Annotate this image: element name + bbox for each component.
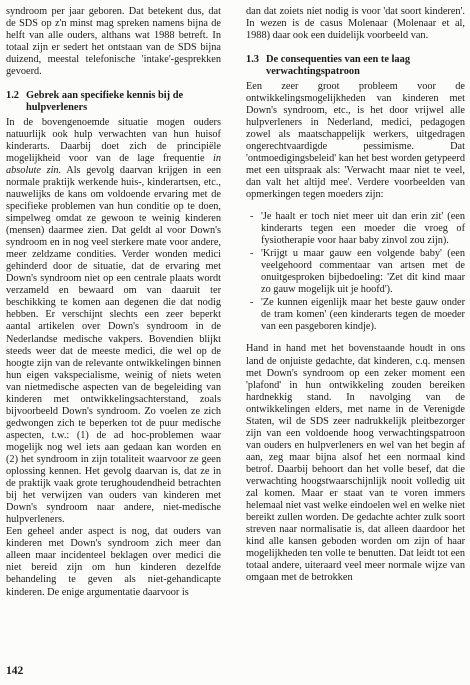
paragraph-text: In de bovengenoemde situatie mogen ouders natuurlijk ook hulp verwachten van hun huisof kinderarts. Daarbij doet zich de principiële mogelijkheid voor van de lage frequentie <box>6 116 221 164</box>
page-number: 142 <box>6 665 24 677</box>
section-number: 1.2 <box>6 90 19 102</box>
paragraph: Een geheel ander aspect is nog, dat ouders van kinderen met Down's syndroom zich meer dan alleen maar incidenteel beklagen over medici die niet bereid zijn om hun kinderen dezelfde behandeling te geven als niet-gehandicapte kinderen. De enige argumentatie daarvoor is <box>6 526 221 598</box>
section-heading-1-2 <box>6 90 221 114</box>
paragraph-text: Als gevolg daarvan krijgen in een normale praktijk werkende huis-, kinderartsen, etc., nauwelijks de kans om voldoende ervaring met de specifieke problemen van hun conditie op te doen, simpelweg omdat ze gewoon te weinig kinderen (mensen) daarmee zien. Dat geldt al voor Down's syndroom en in nog veel sterkere mate voor andere, meer zeldzame condities. Verder wonden medici gehinderd door de situatie, dat de ervaring met Down's syndroom niet op een centrale plaats wordt verzameld en bewaard om van daaruit ter beschikking te komen aan degenen die dat nodig hebben. Er verschijnt slechts een zeer beperkt aantal artikelen over Down's syndroom in de Nederlandse medische vakpers. Bovendien blijkt steeds weer dat de meeste medici, die wel op de hoogte zijn van de relevante ontwikkelingen binnen hun eigen vakspecialisme, weinig of niets weten van nietmedische aspecten van de begeleiding van kinderen met ontwikkelingsachterstand, zoals bijvoorbeeld Down's syndroom. Zo voelen ze zich gedwongen zich te beperken tot de puur medische aspecten, t.w.: (1) de ad hoc-problemen waar mogelijk nog wel iets aan gedaan kan worden en (2) het syndroom in zijn totaliteit waarvoor ze geen oplossing kennen. Het gevolg daarvan is, dat ze in de praktijk vaak grote terughoudendheid betrachten bij het verwijzen van ouders van kinderen met Down's syndroom naar andere, niet-medische hulpverleners. <box>6 164 221 526</box>
paragraph: syndroom per jaar geboren. Dat betekent dus, dat de SDS op z'n minst mag spreken namens bijna de helft van alle ouders, althans wat 1988 betreft. In totaal zijn er sedert het ontstaan van de SDS bijna duizend, meestal telefonische 'intake'-gesprekken gevoerd. <box>6 6 221 78</box>
paragraph <box>6 117 221 527</box>
list-item: - 'Krijgt u maar gauw een volgende baby' (een veelgehoord commentaar van artsen met de onuitgesproken bijbedoeling: 'Zet dit kind maar zo gauw mogelijk uit je hoofd'). <box>246 248 465 296</box>
list-item: - 'Je haalt er toch niet meer uit dan erin zit' (een kinderarts tegen een moeder die vroeg of fysiotherapie voor haar baby zinvol zou zijn). <box>246 211 465 247</box>
list-item: - 'Ze kunnen eigenlijk maar het beste gauw onder de tram komen' (een kinderarts tegen de moeder van een pasgeboren kindje). <box>246 297 465 333</box>
quote-list <box>246 211 465 333</box>
section-title: Gebrek aan specifieke kennis bij de hulpverleners <box>26 90 184 114</box>
emphasis-text: in absolute zin. <box>6 152 221 176</box>
section-title: De consequenties van een te laag verwachtingspatroon <box>266 54 411 78</box>
right-column <box>246 6 465 584</box>
paragraph: Hand in hand met het bovenstaande houdt in ons land de onjuiste gedachte, dat kinderen, c.q. mensen met Down's syndroom op een zeker moment een 'plafond' in hun ontwikkeling zouden bereiken hardnekkig stand. In navolging van de ontwikkelingen elders, met name in de Verenigde Staten, wil de SDS zeer nadrukkelijk pleitbezorger zijn van een voldoende hoog verwachtingspatroon van ouders en hulpverleners en wel van het begin af aan, zeg maar bijna alsof het een normaal kind betrof. Daarbij behoort dan het volle besef, dat die verwachting hoogstwaarschijnlijk nooit volledig uit zal komen. Maar er staat van te voren immers helemaal niet vast welke eindoelen wel en welke niet bereikt zullen worden. De gedachte achter zulk soort streven naar normalisatie is, dat alleen daardoor het kind alle kansen geboden worden om zijn of haar mogelijkheden ten volle te benutten. Dat leidt tot een totaal andere, uiteraard veel meer normale wijze van omgaan met de betrokken <box>246 343 466 584</box>
paragraph: dan dat zoiets niet nodig is voor 'dat soort kinderen'. In wezen is de casus Molenaar (Molenaar et al, 1988) daar ook een duidelijk voorbeeld van. <box>246 6 465 42</box>
paragraph: Een zeer groot probleem voor de ontwikkelingsmogelijkheden van kinderen met Down's syndroom, etc., is het door vrijwel alle hulpverleners in Nederland, medici, pedagogen zowel als maatschappelijk werkers, uitgedragen ongerechtvaardigde pessimisme. Dat 'ontmoedigingsbeleid' kan het best worden getypeerd met een uitspraak als: 'Verwacht maar niet te veel, dan valt het altijd mee'. Verdere voorbeelden van opmerkingen tegen moeders zijn: <box>246 80 465 200</box>
section-heading-1-3 <box>246 54 465 78</box>
section-number: 1.3 <box>246 54 259 66</box>
left-column <box>6 6 221 599</box>
